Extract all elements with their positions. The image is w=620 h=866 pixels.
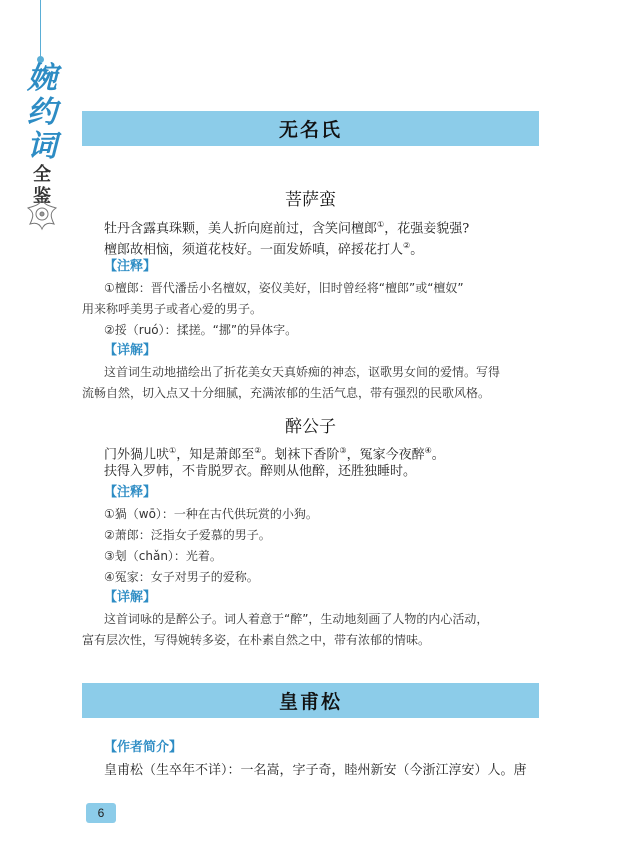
analysis-line: 这首词生动地描绘出了折花美女天真娇痴的神态，讴歌男女间的爱情。写得 [104, 365, 501, 379]
notes-label: 【注释】 [104, 485, 157, 500]
poem-title-pusaman: 菩萨蛮 [285, 190, 336, 210]
floral-emblem-icon [24, 196, 60, 232]
analysis-line: 富有层次性，写得婉转多姿，在朴素自然之中，带有浓郁的情味。 [82, 633, 431, 647]
poem-line: 门外猧儿吠①，知是萧郎至②。刬袜下香阶③，冤家今夜醉④。 [104, 446, 445, 463]
book-side-title [22, 62, 62, 208]
note-line: ②萧郎：泛指女子爱慕的男子。 [104, 528, 271, 542]
side-title-char: 约 [27, 95, 57, 130]
poem-title-zuigongzi: 醉公子 [285, 417, 336, 437]
section-heading-wumingshi: 无名氏 [82, 111, 539, 146]
side-title-char: 全 [33, 164, 51, 185]
bio-label: 【作者简介】 [104, 740, 183, 755]
side-title-char: 词 [27, 129, 57, 164]
note-line: ②挼（ruó）：揉搓。“挪”的异体字。 [104, 323, 298, 337]
analysis-label: 【详解】 [104, 343, 157, 358]
note-line: 用来称呼美男子或者心爱的男子。 [82, 302, 263, 316]
poem-line: 檀郎故相恼，须道花枝好。一面发娇嗔，碎挼花打人②。 [104, 241, 424, 258]
side-title-char: 鉴 [33, 186, 51, 207]
page-number: 6 [86, 803, 116, 823]
analysis-line: 这首词咏的是醉公子。词人着意于“醉”，生动地刻画了人物的内心活动， [104, 612, 489, 626]
note-line: ①猧（wō）：一种在古代供玩赏的小狗。 [104, 507, 318, 521]
notes-label: 【注释】 [104, 259, 157, 274]
poem-line: 牡丹含露真珠颗，美人折向庭前过，含笑问檀郎①，花强妾貌强? [104, 220, 470, 237]
note-line: ③刬（chǎn）：光着。 [104, 549, 222, 563]
analysis-label: 【详解】 [104, 590, 157, 605]
note-line: ④冤家：女子对男子的爱称。 [104, 570, 259, 584]
bio-line: 皇甫松（生卒年不详）：一名嵩，字子奇，睦州新安（今浙江淳安）人。唐 [104, 763, 527, 778]
side-title-char: 婉 [27, 61, 57, 96]
note-line: ①檀郎：晋代潘岳小名檀奴，姿仪美好，旧时曾经将“檀郎”或“檀奴” [104, 281, 464, 295]
analysis-line: 流畅自然，切入点又十分细腻，充满浓郁的生活气息，带有强烈的民歌风格。 [82, 386, 491, 400]
section-heading-huangfusong: 皇甫松 [82, 683, 539, 718]
poem-line: 扶得入罗帏，不肯脱罗衣。醉则从他醉，还胜独睡时。 [104, 464, 417, 479]
spine-line [40, 0, 41, 58]
